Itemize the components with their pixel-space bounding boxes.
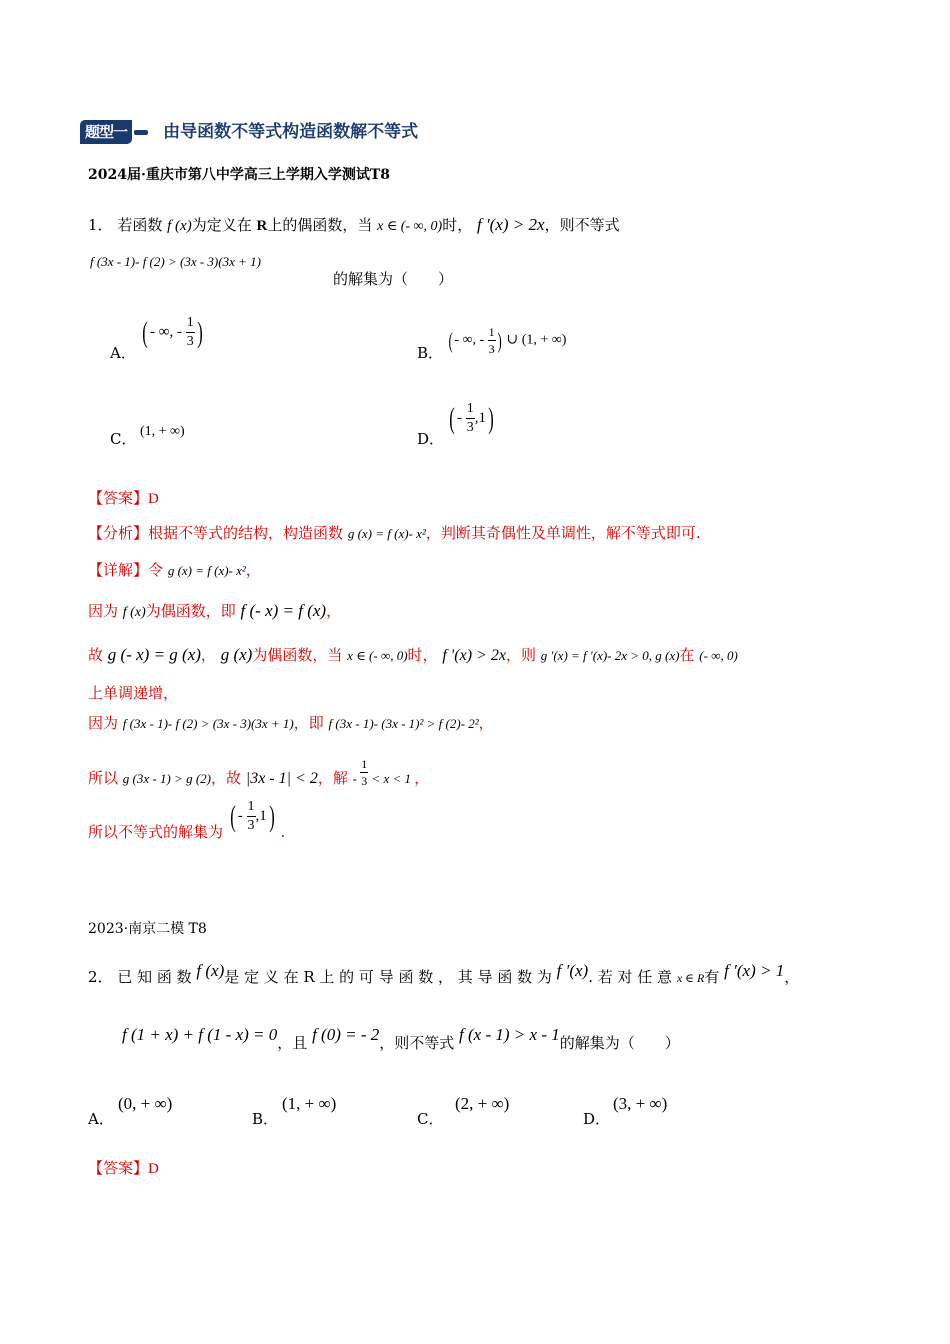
option-label: C． xyxy=(417,1110,444,1128)
q1-text: 为定义在 xyxy=(191,216,252,234)
q1-stem-end: 的解集为（ ） xyxy=(333,270,454,288)
q2-option-d[interactable] xyxy=(583,1094,668,1129)
detail-math: f (3x - 1)- (3x - 1)² > f (2)- 2² xyxy=(328,716,479,731)
detail-math: (- ∞, 0) xyxy=(699,648,738,663)
detail-text: ， xyxy=(245,561,261,579)
q1-detail-line7 xyxy=(88,799,286,841)
q1-R: R xyxy=(256,218,268,234)
q1-text: 时， xyxy=(442,216,473,234)
option-math: (1, + ∞) xyxy=(282,1094,337,1113)
analysis-text: 根据不等式的结构，构造函数 xyxy=(148,524,344,542)
badge-dash xyxy=(134,130,148,135)
q1-detail-line2 xyxy=(88,600,341,621)
detail-math: f (3x - 1)- f (2) > (3x - 3)(3x + 1) xyxy=(122,716,294,731)
option-label: A． xyxy=(88,1110,114,1128)
q1-detail-line1 xyxy=(88,559,261,580)
detail-text: . xyxy=(280,822,286,841)
q1-number: 1． xyxy=(88,216,113,234)
q1-f-x: f (x) xyxy=(167,218,192,234)
q2-math: f (0) = - 2 xyxy=(312,1025,380,1044)
section-title: 由导函数不等式构造函数解不等式 xyxy=(163,122,419,142)
q2-text: ，且 xyxy=(277,1034,308,1052)
option-math: (3, + ∞) xyxy=(613,1094,668,1113)
q1-detail-line4: 上单调递增， xyxy=(88,684,179,702)
q1-answer xyxy=(88,487,159,508)
q2-text: ， xyxy=(784,968,800,986)
q1-option-a[interactable] xyxy=(110,315,203,362)
q1-source: 2024届·重庆市第八中学高三上学期入学测试T8 xyxy=(88,167,390,183)
detail-text: ，解 xyxy=(317,769,348,787)
detail-math: f ′(x) > 2x xyxy=(442,647,506,664)
detail-text: ， xyxy=(478,714,494,732)
q1-option-b[interactable] xyxy=(417,325,567,362)
option-label: C． xyxy=(110,430,137,448)
detail-tag: 【详解】 xyxy=(88,561,149,579)
answer-value: D xyxy=(148,491,159,507)
option-math: (0, + ∞) xyxy=(118,1094,173,1113)
q2-math: x ∈ R xyxy=(676,971,705,985)
detail-text: ， xyxy=(326,602,342,620)
detail-math: f (- x) = f (x) xyxy=(240,601,327,620)
q1-text: 若函数 xyxy=(117,216,163,234)
detail-text: 时， xyxy=(407,646,438,664)
answer-value: D xyxy=(148,1161,159,1177)
q2-math: f ′(x) > 1 xyxy=(724,961,785,980)
detail-math: x ∈ (- ∞, 0) xyxy=(347,648,408,663)
q2-math: f (x) xyxy=(196,961,225,980)
detail-text: 所以 xyxy=(88,769,119,787)
q1-cond-x: x ∈ (- ∞, 0) xyxy=(377,219,443,234)
detail-math: f (x) xyxy=(122,605,146,620)
q2-option-c[interactable] xyxy=(417,1094,510,1129)
detail-math: g (3x - 1) > g (2) xyxy=(122,771,211,786)
option-c-math: (1, + ∞) xyxy=(140,424,185,439)
q2-source: 2023·南京二模 T8 xyxy=(88,921,207,937)
section-badge: 题型一 xyxy=(80,120,132,144)
detail-text: 故 xyxy=(88,646,104,664)
q2-math: f (x - 1) > x - 1 xyxy=(459,1025,560,1044)
q1-deriv-cond: f ′(x) > 2x xyxy=(476,215,545,234)
q2-option-a[interactable] xyxy=(88,1094,173,1129)
option-b-math: ( - ∞, - $\frac{1}{3}$ ) ∪ (1, + ∞) xyxy=(448,325,567,356)
q2-text: 有 xyxy=(704,968,720,986)
detail-text: 因为 xyxy=(88,714,119,732)
q2-math: f (1 + x) + f (1 - x) = 0 xyxy=(122,1025,278,1044)
section-heading xyxy=(80,117,418,144)
option-d-math: ( - $\frac{1}{3}$ ,1) xyxy=(449,401,494,435)
detail-text: ，故 xyxy=(211,769,242,787)
option-label: B． xyxy=(252,1110,279,1128)
detail-text: ，则 xyxy=(505,646,536,664)
detail-text: 令 xyxy=(148,561,164,579)
q2-text: . 若 对 任 意 xyxy=(588,968,673,986)
detail-math: |3x - 1| < 2 xyxy=(245,770,318,787)
q1-text: 上的偶函数，当 xyxy=(267,216,373,234)
detail-text: 为偶函数，当 xyxy=(252,646,343,664)
q1-detail-line3 xyxy=(88,644,738,665)
answer-tag: 【答案】 xyxy=(88,489,149,507)
q2-stem-line2 xyxy=(122,1024,680,1052)
q2-math: f ′(x) xyxy=(556,961,589,980)
q1-detail-line5 xyxy=(88,712,494,733)
detail-sol-math: ( - $\frac{1}{3}$ ,1) xyxy=(230,799,275,833)
q1-text: ，则不等式 xyxy=(544,216,620,234)
detail-sol-math: - $\frac{1}{3}$ < x < 1 xyxy=(352,757,412,788)
q1-option-c[interactable] xyxy=(110,424,185,449)
q2-text: 是 定 义 在 R 上 的 可 导 函 数 ， 其 导 函 数 为 xyxy=(224,968,552,986)
detail-text: 为偶函数，即 xyxy=(145,602,236,620)
option-label: A． xyxy=(110,344,136,362)
q1-stem-line1 xyxy=(88,214,620,235)
q1-option-d[interactable] xyxy=(417,401,494,448)
option-label: D． xyxy=(417,430,445,448)
q1-inequality: f (3x - 1)- f (2) > (3x - 3)(3x + 1) xyxy=(90,254,261,269)
option-label: B． xyxy=(417,344,444,362)
option-a-math: ( - ∞, - $\frac{1}{3}$ ) xyxy=(142,315,203,349)
q2-text: 已 知 函 数 xyxy=(117,968,192,986)
detail-text: ， xyxy=(200,646,216,664)
detail-text: 所以不等式的解集为 xyxy=(88,822,224,841)
q2-option-b[interactable] xyxy=(252,1094,337,1129)
q2-stem-line1 xyxy=(88,961,800,987)
detail-math: g (x) = f (x)- x² xyxy=(167,563,246,578)
q1-detail-line6 xyxy=(88,758,429,788)
detail-math: g (x) xyxy=(220,645,253,664)
q2-answer xyxy=(88,1157,159,1178)
detail-text: ， xyxy=(414,769,430,787)
detail-text: 因为 xyxy=(88,602,119,620)
analysis-text: ，判断其奇偶性及单调性，解不等式即可. xyxy=(425,524,701,542)
q1-analysis xyxy=(88,522,701,543)
q2-text: ，则不等式 xyxy=(379,1034,455,1052)
q2-text: 的解集为（ ） xyxy=(559,1034,680,1052)
detail-text: 在 xyxy=(679,646,695,664)
option-math: (2, + ∞) xyxy=(455,1094,510,1113)
answer-tag: 【答案】 xyxy=(88,1159,149,1177)
option-label: D． xyxy=(583,1110,611,1128)
q2-number: 2． xyxy=(88,968,113,986)
analysis-tag: 【分析】 xyxy=(88,524,149,542)
analysis-func: g (x) = f (x)- x² xyxy=(347,526,426,541)
detail-math: g (- x) = g (x) xyxy=(107,645,201,664)
detail-math: g ′(x) = f ′(x)- 2x > 0, g (x) xyxy=(540,648,680,663)
detail-text: ，即 xyxy=(293,714,324,732)
